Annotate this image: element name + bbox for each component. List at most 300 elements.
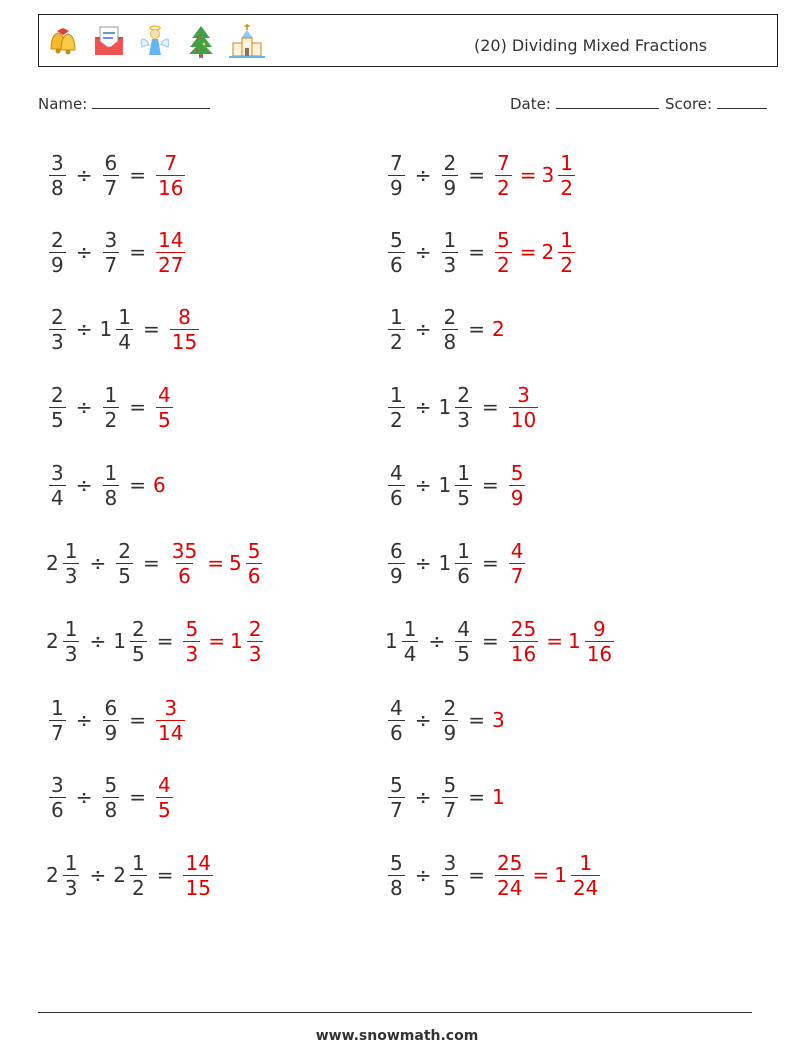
numerator: 7 xyxy=(164,150,178,175)
score-label: Score: xyxy=(665,95,713,113)
answer-fraction xyxy=(153,228,188,277)
dividend xyxy=(46,305,69,354)
dividend xyxy=(46,696,69,745)
footer-url: www.snowmath.com xyxy=(315,1028,479,1044)
denominator: 16 xyxy=(510,641,537,666)
numerator: 5 xyxy=(390,772,403,797)
fraction xyxy=(442,305,459,354)
equals-sign: = xyxy=(468,163,485,187)
numerator: 1 xyxy=(579,850,593,875)
name-label: Name: xyxy=(38,95,88,113)
denominator: 2 xyxy=(497,252,510,277)
answer-fraction xyxy=(167,539,202,588)
answer-fraction xyxy=(492,708,506,732)
denominator: 8 xyxy=(104,485,118,510)
divisor xyxy=(100,696,123,745)
fraction xyxy=(116,539,133,588)
numerator: 3 xyxy=(443,850,457,875)
fraction xyxy=(442,851,459,900)
denominator: 3 xyxy=(51,329,64,354)
divisor xyxy=(100,383,123,432)
divide-sign: ÷ xyxy=(89,863,107,887)
denominator: 5 xyxy=(158,407,171,432)
denominator: 5 xyxy=(131,641,145,666)
divide-sign: ÷ xyxy=(89,629,107,653)
fraction xyxy=(509,461,526,510)
denominator: 5 xyxy=(51,407,64,432)
fraction xyxy=(442,696,459,745)
divisor xyxy=(100,228,123,277)
answer-fraction xyxy=(153,773,176,822)
numerator: 1 xyxy=(390,304,403,329)
denominator: 7 xyxy=(51,720,64,745)
numerator: 2 xyxy=(443,150,457,175)
answer-fraction xyxy=(180,851,215,900)
numerator: 3 xyxy=(104,227,118,252)
numerator: 6 xyxy=(390,538,403,563)
fraction xyxy=(585,617,614,666)
divisor xyxy=(439,228,462,277)
whole-number: 1 xyxy=(385,629,398,653)
whole-number: 1 xyxy=(438,473,452,497)
fraction xyxy=(455,617,472,666)
problem-20 xyxy=(385,845,603,905)
fraction xyxy=(49,696,66,745)
divide-sign: ÷ xyxy=(75,317,93,341)
answer-equals-sign: = xyxy=(532,863,550,887)
answer xyxy=(153,151,188,200)
numerator: 25 xyxy=(497,850,523,875)
denominator: 3 xyxy=(185,641,199,666)
fraction xyxy=(116,305,133,354)
fraction xyxy=(183,617,200,666)
numerator: 5 xyxy=(185,616,199,641)
dividend xyxy=(385,383,408,432)
divide-sign: ÷ xyxy=(75,163,93,187)
fraction xyxy=(156,228,185,277)
numerator: 2 xyxy=(51,382,64,407)
numerator: 2 xyxy=(118,538,131,563)
denominator: 2 xyxy=(104,407,118,432)
whole-number: 1 xyxy=(438,551,452,575)
denominator: 15 xyxy=(171,329,198,354)
numerator: 1 xyxy=(443,227,457,252)
divide-sign: ÷ xyxy=(414,395,432,419)
fraction xyxy=(49,228,66,277)
fraction xyxy=(402,617,419,666)
score-blank[interactable] xyxy=(717,94,767,109)
denominator: 16 xyxy=(158,175,184,200)
answer xyxy=(153,696,188,745)
fraction xyxy=(388,228,405,277)
numerator: 1 xyxy=(390,382,403,407)
denominator: 9 xyxy=(390,563,403,588)
numerator: 5 xyxy=(247,538,261,563)
dividend xyxy=(385,305,408,354)
numerator: 4 xyxy=(457,616,470,641)
numerator: 4 xyxy=(390,695,403,720)
bells-icon xyxy=(45,23,81,59)
whole-number: 6 xyxy=(153,473,166,497)
problem-8 xyxy=(385,377,541,437)
divisor xyxy=(439,696,462,745)
numerator: 7 xyxy=(497,150,510,175)
denominator: 9 xyxy=(443,175,457,200)
equals-sign: = xyxy=(129,785,146,809)
answer-fraction xyxy=(180,617,203,666)
dividend xyxy=(46,151,69,200)
fraction xyxy=(130,851,147,900)
denominator: 6 xyxy=(390,252,403,277)
equals-sign: = xyxy=(481,551,499,575)
denominator: 3 xyxy=(64,563,78,588)
answer xyxy=(492,151,578,200)
worksheet-title: (20) Dividing Mixed Fractions xyxy=(474,36,708,55)
denominator: 6 xyxy=(51,797,64,822)
equals-sign: = xyxy=(468,708,485,732)
denominator: 3 xyxy=(457,407,470,432)
whole-number: 2 xyxy=(46,863,59,887)
equals-sign: = xyxy=(129,163,146,187)
equals-sign: = xyxy=(468,785,485,809)
problem-17 xyxy=(46,767,176,827)
divide-sign: ÷ xyxy=(414,473,432,497)
equals-sign: = xyxy=(481,629,499,653)
problem-16 xyxy=(385,690,506,750)
numerator: 7 xyxy=(390,150,403,175)
answer-fraction xyxy=(153,696,188,745)
answer-mixed-number xyxy=(229,539,265,588)
equals-sign: = xyxy=(481,395,499,419)
fraction xyxy=(170,305,199,354)
whole-number: 3 xyxy=(541,163,555,187)
answer xyxy=(506,539,529,588)
answer xyxy=(506,461,529,510)
fraction xyxy=(388,539,405,588)
divisor xyxy=(113,539,136,588)
angel-icon xyxy=(137,23,173,59)
fraction xyxy=(130,617,147,666)
divisor xyxy=(113,851,149,900)
answer xyxy=(492,317,506,341)
answer xyxy=(180,617,266,666)
numerator: 35 xyxy=(171,538,198,563)
answer-fraction xyxy=(492,151,515,200)
dividend xyxy=(46,228,69,277)
divisor xyxy=(439,151,462,200)
worksheet-header xyxy=(38,14,778,67)
divide-sign: ÷ xyxy=(89,551,107,575)
fraction xyxy=(388,383,405,432)
divisor xyxy=(439,461,475,510)
numerator: 2 xyxy=(443,304,457,329)
denominator: 2 xyxy=(497,175,510,200)
fraction xyxy=(442,228,459,277)
denominator: 8 xyxy=(51,175,64,200)
problem-13 xyxy=(46,611,266,671)
numerator: 2 xyxy=(51,227,64,252)
fraction xyxy=(388,851,405,900)
fraction xyxy=(103,383,120,432)
numerator: 2 xyxy=(457,382,470,407)
denominator: 2 xyxy=(131,875,145,900)
problem-18 xyxy=(385,767,506,827)
denominator: 5 xyxy=(118,563,131,588)
problem-15 xyxy=(46,690,188,750)
denominator: 7 xyxy=(390,797,403,822)
fraction xyxy=(63,851,80,900)
denominator: 3 xyxy=(443,252,457,277)
answer-fraction xyxy=(167,305,202,354)
fraction xyxy=(495,228,512,277)
answer xyxy=(506,617,617,666)
answer xyxy=(506,383,541,432)
answer-equals-sign: = xyxy=(208,629,225,653)
footer-divider xyxy=(38,1012,752,1013)
fraction xyxy=(388,696,405,745)
name-field[interactable] xyxy=(38,94,210,113)
answer xyxy=(153,228,188,277)
whole-number: 1 xyxy=(554,863,567,887)
answer xyxy=(153,773,176,822)
whole-number: 1 xyxy=(113,629,126,653)
divide-sign: ÷ xyxy=(414,785,432,809)
divide-sign: ÷ xyxy=(428,629,446,653)
numerator: 2 xyxy=(248,616,262,641)
answer-fraction xyxy=(153,473,167,497)
denominator: 6 xyxy=(390,720,403,745)
fraction xyxy=(63,539,80,588)
denominator: 6 xyxy=(390,485,403,510)
dividend xyxy=(46,461,69,510)
fraction xyxy=(49,305,66,354)
whole-number: 2 xyxy=(541,240,555,264)
divide-sign: ÷ xyxy=(414,551,432,575)
fraction xyxy=(388,461,405,510)
problem-4 xyxy=(385,222,578,282)
answer-mixed-number xyxy=(230,617,266,666)
numerator: 3 xyxy=(164,695,178,720)
answer-fraction xyxy=(492,785,506,809)
fraction xyxy=(442,773,459,822)
answer-fraction xyxy=(153,383,176,432)
equals-sign: = xyxy=(468,240,485,264)
divide-sign: ÷ xyxy=(75,240,93,264)
fraction xyxy=(103,461,120,510)
numerator: 5 xyxy=(390,227,403,252)
answer-mixed-number xyxy=(542,228,578,277)
divide-sign: ÷ xyxy=(414,163,432,187)
fraction xyxy=(49,383,66,432)
divisor xyxy=(113,617,149,666)
date-field[interactable] xyxy=(510,94,659,113)
answer-equals-sign: = xyxy=(519,240,537,264)
denominator: 4 xyxy=(51,485,64,510)
denominator: 8 xyxy=(390,875,403,900)
answer xyxy=(492,708,506,732)
denominator: 5 xyxy=(457,641,470,666)
fraction xyxy=(103,228,120,277)
problem-9 xyxy=(46,455,167,515)
equals-sign: = xyxy=(129,708,146,732)
denominator: 7 xyxy=(104,175,118,200)
denominator: 2 xyxy=(560,252,573,277)
fraction xyxy=(495,851,524,900)
numerator: 2 xyxy=(51,304,64,329)
denominator: 5 xyxy=(158,797,171,822)
denominator: 4 xyxy=(403,641,417,666)
equals-sign: = xyxy=(142,317,160,341)
problem-14 xyxy=(385,611,617,671)
church-icon xyxy=(229,23,265,59)
divisor xyxy=(100,461,123,510)
problem-5 xyxy=(46,299,202,359)
denominator: 3 xyxy=(64,875,78,900)
answer-fraction xyxy=(492,851,527,900)
dividend xyxy=(385,617,421,666)
denominator: 5 xyxy=(443,875,457,900)
whole-number: 1 xyxy=(492,785,505,809)
fraction xyxy=(558,151,575,200)
answer-mixed-number xyxy=(542,151,578,200)
numerator: 5 xyxy=(497,227,510,252)
denominator: 7 xyxy=(443,797,457,822)
denominator: 5 xyxy=(457,485,470,510)
answer-mixed-number xyxy=(568,617,617,666)
numerator: 3 xyxy=(517,382,530,407)
whole-number: 1 xyxy=(567,629,581,653)
denominator: 8 xyxy=(104,797,118,822)
numerator: 14 xyxy=(185,850,211,875)
score-field[interactable] xyxy=(665,94,767,113)
answer xyxy=(492,228,578,277)
answer xyxy=(492,851,603,900)
numerator: 2 xyxy=(131,616,145,641)
answer xyxy=(492,785,506,809)
answer-fraction xyxy=(492,317,506,341)
numerator: 1 xyxy=(64,850,78,875)
denominator: 6 xyxy=(247,563,261,588)
divide-sign: ÷ xyxy=(414,863,432,887)
name-blank[interactable] xyxy=(92,94,210,109)
numerator: 4 xyxy=(158,772,171,797)
christmas-tree-icon xyxy=(183,23,219,59)
dividend xyxy=(385,696,408,745)
whole-number: 5 xyxy=(228,551,242,575)
numerator: 5 xyxy=(510,460,524,485)
numerator: 5 xyxy=(390,850,403,875)
fraction xyxy=(49,151,66,200)
denominator: 9 xyxy=(510,485,524,510)
numerator: 8 xyxy=(178,304,191,329)
numerator: 25 xyxy=(510,616,537,641)
dividend xyxy=(385,851,408,900)
fraction xyxy=(170,539,199,588)
denominator: 9 xyxy=(51,252,64,277)
fraction xyxy=(63,617,80,666)
dividend xyxy=(385,151,408,200)
equals-sign: = xyxy=(142,551,160,575)
whole-number: 2 xyxy=(113,863,126,887)
date-blank[interactable] xyxy=(556,94,659,109)
divide-sign: ÷ xyxy=(75,785,93,809)
fraction xyxy=(156,383,173,432)
fraction xyxy=(455,539,472,588)
numerator: 3 xyxy=(51,460,64,485)
numerator: 1 xyxy=(104,382,118,407)
numerator: 1 xyxy=(104,460,118,485)
fraction xyxy=(571,851,600,900)
fraction xyxy=(183,851,212,900)
problem-7 xyxy=(46,377,176,437)
denominator: 15 xyxy=(185,875,211,900)
numerator: 3 xyxy=(51,772,64,797)
numerator: 5 xyxy=(443,772,457,797)
fraction xyxy=(388,305,405,354)
dividend xyxy=(385,461,408,510)
denominator: 24 xyxy=(572,875,599,900)
numerator: 4 xyxy=(510,538,524,563)
numerator: 14 xyxy=(158,227,184,252)
whole-number: 1 xyxy=(99,317,113,341)
numerator: 4 xyxy=(390,460,403,485)
denominator: 7 xyxy=(104,252,118,277)
numerator: 3 xyxy=(51,150,64,175)
whole-number: 3 xyxy=(492,708,505,732)
answer-mixed-number xyxy=(554,851,603,900)
equals-sign: = xyxy=(129,473,146,497)
greeting-card-icon xyxy=(91,23,127,59)
denominator: 4 xyxy=(118,329,131,354)
denominator: 9 xyxy=(104,720,118,745)
divisor xyxy=(439,305,462,354)
problem-1 xyxy=(46,145,188,205)
equals-sign: = xyxy=(129,395,146,419)
numerator: 1 xyxy=(560,150,573,175)
dividend xyxy=(46,617,82,666)
denominator: 27 xyxy=(158,252,184,277)
fraction xyxy=(558,228,575,277)
numerator: 6 xyxy=(104,150,118,175)
fraction xyxy=(509,539,526,588)
divisor xyxy=(439,773,462,822)
denominator: 8 xyxy=(443,329,457,354)
numerator: 9 xyxy=(593,616,606,641)
problem-10 xyxy=(385,455,528,515)
answer xyxy=(180,851,215,900)
equals-sign: = xyxy=(156,863,174,887)
answer xyxy=(153,383,176,432)
whole-number: 1 xyxy=(438,395,452,419)
fraction xyxy=(509,383,538,432)
divide-sign: ÷ xyxy=(75,708,93,732)
divisor xyxy=(100,151,123,200)
numerator: 2 xyxy=(443,695,457,720)
equals-sign: = xyxy=(468,317,485,341)
problem-3 xyxy=(46,222,188,282)
answer-fraction xyxy=(506,617,541,666)
denominator: 2 xyxy=(560,175,573,200)
whole-number: 1 xyxy=(229,629,243,653)
numerator: 1 xyxy=(560,227,573,252)
whole-number: 2 xyxy=(492,317,505,341)
dividend xyxy=(385,773,408,822)
date-label: Date: xyxy=(510,95,551,113)
denominator: 10 xyxy=(510,407,537,432)
numerator: 6 xyxy=(104,695,118,720)
answer xyxy=(153,473,167,497)
answer-equals-sign: = xyxy=(207,551,224,575)
